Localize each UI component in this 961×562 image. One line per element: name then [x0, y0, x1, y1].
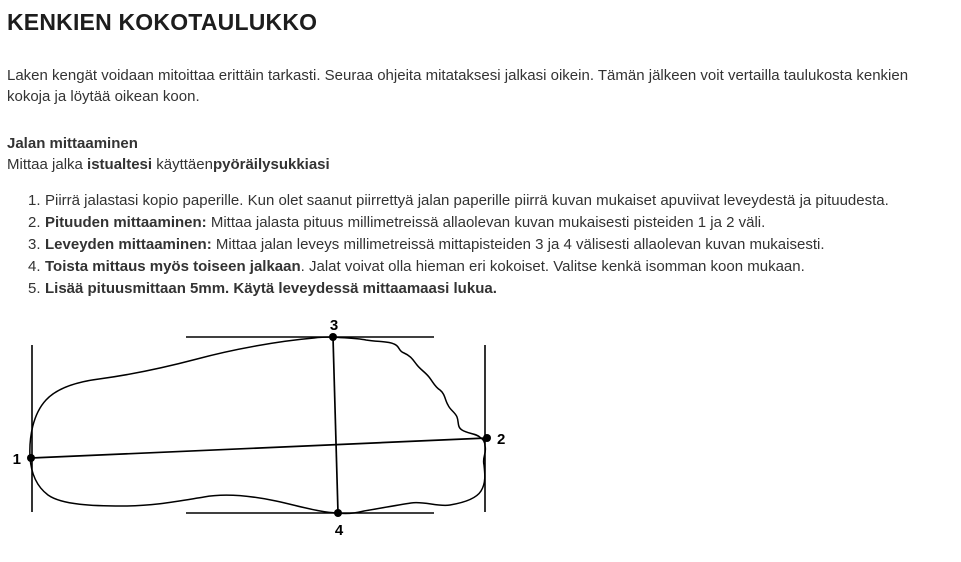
subline-bold-sitting: istualtesi — [87, 156, 153, 173]
point-label-1: 1 — [12, 451, 21, 468]
measure-point-1 — [27, 454, 35, 462]
subline-mid: käyttäen — [152, 156, 213, 173]
point-label-2: 2 — [497, 431, 506, 448]
list-item-bold: Toista mittaus myös toiseen jalkaan — [45, 258, 301, 275]
measure-point-3 — [329, 333, 337, 341]
measure-point-2 — [483, 434, 491, 442]
foot-measurement-diagram — [4, 317, 949, 548]
list-item-number: 3. — [28, 236, 41, 253]
point-label-4: 4 — [334, 522, 344, 539]
subline-bold-socks: pyöräilysukkiasi — [212, 156, 330, 173]
width-measure-line-3-4 — [333, 337, 338, 513]
subline-prefix: Mittaa jalka — [7, 156, 88, 173]
list-item-number: 5. — [28, 280, 41, 297]
section-subline — [7, 154, 949, 175]
list-item-number: 1. — [28, 192, 41, 209]
list-item-text — [45, 190, 949, 212]
instruction-list — [7, 190, 949, 300]
intro-paragraph: Laken kengät voidaan mitoittaa erittäin tarkasti. Seuraa ohjeita mitataksesi jalkasi oikein. Tämän jälkeen voit vertailla taulukosta kenkien kokoja ja löytää oikean koon. — [7, 67, 909, 105]
list-item-text — [45, 256, 949, 278]
section-heading: Jalan mittaaminen — [7, 135, 138, 152]
list-item-number: 2. — [28, 214, 41, 231]
list-item-bold: Leveyden mittaaminen: — [45, 236, 212, 253]
list-item — [7, 234, 949, 256]
list-item — [7, 256, 949, 278]
list-item-number: 4. — [28, 258, 41, 275]
list-item — [7, 278, 949, 300]
foot-diagram-svg — [4, 317, 524, 542]
measure-point-4 — [334, 509, 342, 517]
list-item — [7, 190, 949, 212]
list-item-bold: Lisää pituusmittaan 5mm. Käytä leveydessä mittaamaasi lukua. — [45, 280, 497, 297]
foot-measuring-section — [7, 133, 949, 175]
page-title: KENKIEN KOKOTAULUKKO — [7, 9, 318, 35]
list-item-text — [45, 278, 949, 300]
list-item — [7, 212, 949, 234]
point-label-3: 3 — [329, 317, 339, 334]
list-item-body: Mittaa jalan leveys millimetreissä mittapisteiden 3 ja 4 välisesti allaolevan kuvan mukaisesti. — [211, 236, 825, 253]
list-item-bold: Pituuden mittaaminen: — [45, 214, 207, 231]
list-item-text — [45, 234, 949, 256]
foot-outline — [30, 337, 486, 513]
list-item-body: Piirrä jalastasi kopio paperille. Kun olet saanut piirrettyä jalan paperille piirrä kuvan mukaiset apuviivat leveydestä ja pituudesta. — [45, 192, 889, 209]
length-measure-line-1-2 — [31, 438, 487, 458]
list-item-text — [45, 212, 949, 234]
list-item-body: . Jalat voivat olla hieman eri kokoiset. Valitse kenkä isomman koon mukaan. — [300, 258, 805, 275]
list-item-body: Mittaa jalasta pituus millimetreissä allaolevan kuvan mukaisesti pisteiden 1 ja 2 väli. — [206, 214, 766, 231]
